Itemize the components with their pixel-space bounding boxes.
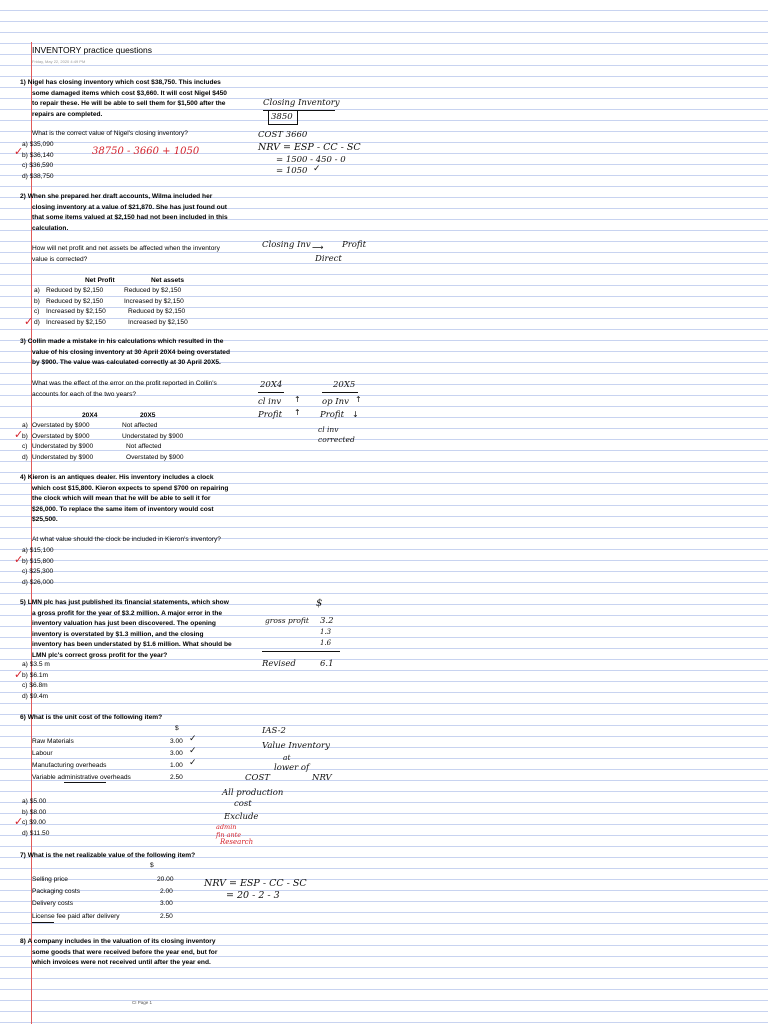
q5-stem-line: inventory valuation has just been discovered. The opening bbox=[32, 620, 216, 627]
q5-note-currency: $ bbox=[316, 598, 323, 609]
q1-note-nrv-formula: NRV = ESP - CC - SC bbox=[258, 142, 361, 153]
q4-option-c[interactable]: c) $25,300 bbox=[22, 568, 54, 575]
option-20x5: Understated by $900 bbox=[122, 432, 184, 440]
note-check-icon: ✓ bbox=[313, 164, 321, 174]
q6-option-c[interactable]: c) $9.00 bbox=[22, 819, 46, 826]
correct-answer-check-icon: ✓ bbox=[14, 668, 24, 681]
q2-stem-line: that some items valued at $2,150 had not been included in this bbox=[32, 214, 228, 221]
q7-item-label: Delivery costs bbox=[32, 900, 74, 907]
option-net-assets: Reduced by $2,150 bbox=[128, 308, 186, 315]
q5-note-value-3: 1.6 bbox=[320, 639, 332, 647]
note-underline bbox=[322, 392, 358, 393]
q2-note-profit: Profit bbox=[342, 240, 366, 250]
option-letter: a) bbox=[34, 287, 40, 294]
option-letter: b) bbox=[22, 432, 28, 440]
q6-item-value: 1.00 bbox=[170, 762, 183, 769]
q2-header-net-profit: Net Profit bbox=[85, 276, 115, 284]
q7-note-nrv-values: = 20 - 2 - 3 bbox=[226, 890, 280, 901]
q1-stem-line: repairs are completed. bbox=[32, 110, 103, 118]
q7-item-value: 2.00 bbox=[160, 888, 173, 895]
q7-item-label: Packaging costs bbox=[32, 888, 81, 895]
q6-note-exclude: Exclude bbox=[224, 812, 259, 822]
q7-note-nrv-formula: NRV = ESP - CC - SC bbox=[204, 878, 307, 889]
up-arrow-icon: ↑ bbox=[294, 408, 301, 417]
q6-item-label: Raw Materials bbox=[32, 738, 74, 745]
q3-note-year-20x4: 20X4 bbox=[260, 380, 283, 390]
option-20x5: Overstated by $900 bbox=[126, 453, 184, 461]
option-20x5: Not affected bbox=[126, 443, 162, 450]
option-net-profit: Reduced by $2,150 bbox=[46, 297, 104, 305]
q5-stem-line: 5) LMN plc has just published its financial statements, which show bbox=[20, 599, 229, 606]
q4-option-a[interactable]: a) $15,100 bbox=[22, 547, 54, 554]
q5-note-value-2: 1.3 bbox=[320, 628, 332, 636]
option-net-assets: Increased by $2,150 bbox=[124, 297, 184, 305]
up-arrow-icon: ↑ bbox=[355, 395, 362, 404]
page-title: INVENTORY practice questions bbox=[32, 45, 153, 55]
correct-answer-check-icon: ✓ bbox=[14, 553, 24, 566]
option-net-profit: Increased by $2,150 bbox=[46, 318, 106, 326]
option-20x4: Understated by $900 bbox=[32, 453, 94, 461]
q3-question-line: accounts for each of the two years? bbox=[32, 390, 137, 398]
q1-stem-line: 1) Nigel has closing inventory which cost $38,750. This includes bbox=[20, 79, 221, 86]
q6-note-admin: admin bbox=[216, 823, 237, 831]
correct-answer-check-icon: ✓ bbox=[14, 815, 24, 828]
q4-stem-line: $25,500. bbox=[32, 516, 58, 523]
q7-item-value: 2.50 bbox=[160, 913, 173, 920]
q6-note-ias: IAS-2 bbox=[262, 726, 286, 736]
q2-note-direct: Direct bbox=[315, 254, 342, 264]
page-timestamp: Friday, May 22, 2020 4:49 PM bbox=[32, 59, 86, 64]
option-letter: c) bbox=[34, 308, 40, 315]
q6-item-value: 3.00 bbox=[170, 750, 183, 757]
q3-note-profit-2: Profit bbox=[320, 410, 344, 420]
q6-stem: 6) What is the unit cost of the following item? bbox=[20, 714, 163, 721]
q2-stem-line: closing inventory at a value of $21,870. She has just found out bbox=[32, 203, 227, 211]
q4-stem-line: $26,000. To replace the same item of inventory would cost bbox=[32, 505, 214, 513]
q6-note-lower-of: lower of bbox=[274, 763, 310, 773]
option-20x4: Overstated by $900 bbox=[32, 432, 90, 440]
q6-option-d[interactable]: d) $11.50 bbox=[22, 829, 50, 837]
down-arrow-icon: ↓ bbox=[352, 410, 359, 419]
q4-option-d[interactable]: d) $26,000 bbox=[22, 578, 54, 586]
q2-stem-line: calculation. bbox=[32, 224, 69, 232]
q6-note-cost-2: cost bbox=[234, 799, 252, 809]
q6-note-nrv: NRV bbox=[312, 773, 332, 783]
q7-stem: 7) What is the net realizable value of the following item? bbox=[20, 852, 196, 859]
q1-note-calculation: 38750 - 3660 + 1050 bbox=[92, 146, 200, 157]
up-arrow-icon: ↑ bbox=[294, 395, 301, 404]
q8-stem-line: 8) A company includes in the valuation of its closing inventory bbox=[20, 938, 216, 945]
q1-note-heading: Closing Inventory bbox=[263, 98, 340, 108]
q3-note-year-20x5: 20X5 bbox=[333, 380, 356, 390]
correct-answer-check-icon: ✓ bbox=[14, 145, 24, 158]
option-20x4: Overstated by $900 bbox=[32, 422, 90, 429]
q5-note-revised: Revised bbox=[262, 659, 296, 669]
q5-option-d[interactable]: d) $9.4m bbox=[22, 692, 49, 700]
q6-currency-header: $ bbox=[175, 725, 179, 732]
q5-note-value-1: 3.2 bbox=[320, 616, 334, 626]
q1-note-cost: COST 3660 bbox=[258, 130, 308, 140]
q1-option-c[interactable]: c) $36,590 bbox=[22, 162, 54, 169]
q1-option-b[interactable]: b) $36,140 bbox=[22, 151, 54, 159]
q2-question-line: value is corrected? bbox=[32, 255, 88, 263]
q6-note-all-production: All production bbox=[222, 788, 284, 798]
q1-note-nrv-values: = 1500 - 450 - 0 bbox=[276, 155, 346, 165]
q4-stem-line: which cost $15,800. Kieron expects to spend $700 on repairing bbox=[32, 484, 229, 492]
q3-note-profit: Profit bbox=[258, 410, 282, 420]
q2-question-line: How will net profit and net assets be affected when the inventory bbox=[32, 245, 220, 252]
q7-currency-header: $ bbox=[150, 862, 154, 869]
q5-stem-line: inventory has been understated by $1.6 million. What should be bbox=[32, 641, 232, 648]
q5-stem-line: a gross profit for the year of $3.2 million. A major error in the bbox=[32, 609, 223, 617]
q4-option-b[interactable]: b) $15,800 bbox=[22, 557, 54, 565]
option-net-profit: Increased by $2,150 bbox=[46, 308, 106, 315]
option-letter: a) bbox=[22, 422, 28, 429]
option-net-assets: Reduced by $2,150 bbox=[124, 287, 182, 294]
q1-stem-line: some damaged items which cost $3,660. It will cost Nigel $450 bbox=[32, 89, 227, 97]
option-net-profit: Reduced by $2,150 bbox=[46, 287, 104, 294]
correct-answer-check-icon: ✓ bbox=[24, 315, 34, 328]
note-check-icon: ✓ bbox=[189, 734, 197, 744]
q3-stem-line: by $900. The value was calculated correctly at 30 April 20X5. bbox=[32, 359, 221, 366]
q3-note-cl-inv-2: cl inv bbox=[318, 425, 339, 434]
q8-stem-line: some goods that were received before the year end, but for bbox=[32, 948, 218, 956]
q6-note-finance: fin ante bbox=[216, 831, 242, 839]
q6-note-value-inventory: Value Inventory bbox=[262, 741, 330, 751]
q6-note-cost: COST bbox=[245, 773, 270, 783]
note-underline bbox=[258, 392, 284, 393]
q1-note-nrv-result: = 1050 bbox=[276, 166, 308, 176]
correct-answer-check-icon: ✓ bbox=[14, 428, 24, 441]
option-letter: d) bbox=[34, 318, 40, 326]
note-underline bbox=[32, 922, 54, 923]
q3-header-20x4: 20X4 bbox=[82, 411, 98, 419]
q3-note-corrected: corrected bbox=[318, 435, 355, 444]
option-20x5: Not affected bbox=[122, 422, 158, 429]
right-arrow-icon: ⟶ bbox=[312, 243, 324, 252]
q4-question: At what value should the clock be included in Kieron's inventory? bbox=[32, 536, 221, 543]
note-underline bbox=[64, 782, 106, 783]
note-check-icon: ✓ bbox=[189, 746, 197, 756]
option-letter: d) bbox=[22, 453, 28, 461]
q3-note-op-inv: op Inv bbox=[322, 397, 349, 407]
q6-note-research: Research bbox=[220, 838, 254, 846]
q6-note-at: at bbox=[283, 753, 291, 762]
q1-question: What is the correct value of Nigel's closing inventory? bbox=[32, 130, 188, 137]
q6-item-value: 3.00 bbox=[170, 738, 183, 745]
q2-note-closing-inv: Closing Inv bbox=[262, 240, 311, 250]
q5-stem-line: LMN plc's correct gross profit for the year? bbox=[32, 651, 168, 659]
q6-option-b[interactable]: b) $8.00 bbox=[22, 808, 47, 816]
q5-option-a[interactable]: a) $3.5 m bbox=[22, 661, 50, 668]
q3-header-20x5: 20X5 bbox=[140, 411, 156, 419]
q6-item-label: Variable administrative overheads bbox=[32, 774, 131, 781]
q5-note-revised-value: 6.1 bbox=[320, 659, 334, 669]
q6-item-label: Labour bbox=[32, 750, 53, 757]
q6-option-a[interactable]: a) $5.00 bbox=[22, 798, 47, 805]
q7-item-value: 20.00 bbox=[157, 876, 174, 883]
note-check-icon: ✓ bbox=[189, 758, 197, 768]
q3-note-cl-inv: cl inv bbox=[258, 397, 282, 407]
page-footer: CI Page 1 bbox=[132, 1000, 153, 1005]
q3-stem-line: value of his closing inventory at 30 April 20X4 being overstated bbox=[32, 348, 230, 356]
q7-item-value: 3.00 bbox=[160, 900, 173, 907]
q4-stem-line: the clock which will mean that he will be able to sell it for bbox=[32, 495, 211, 502]
q5-option-b[interactable]: b) $6.1m bbox=[22, 671, 49, 679]
q7-item-label: License fee paid after delivery bbox=[32, 913, 120, 920]
q3-question-line: What was the effect of the error on the profit reported in Collin's bbox=[32, 380, 217, 387]
q2-stem-line: 2) When she prepared her draft accounts, Wilma included her bbox=[20, 193, 213, 200]
q7-item-label: Selling price bbox=[32, 876, 68, 883]
q1-option-a[interactable]: a) $35,090 bbox=[22, 141, 54, 148]
q5-stem-line: inventory is overstated by $1.3 million, and the closing bbox=[32, 630, 204, 638]
q1-option-d[interactable]: d) $38,750 bbox=[22, 172, 54, 180]
option-letter: b) bbox=[34, 297, 40, 305]
q6-item-label: Manufacturing overheads bbox=[32, 762, 107, 769]
q4-stem-line: 4) Kieron is an antiques dealer. His inventory includes a clock bbox=[20, 474, 214, 481]
q5-note-gross-profit: gross profit bbox=[265, 616, 309, 625]
q2-header-net-assets: Net assets bbox=[151, 276, 184, 284]
option-letter: c) bbox=[22, 443, 28, 450]
q8-stem-line: which invoices were not received until after the year end. bbox=[32, 959, 211, 966]
option-net-assets: Increased by $2,150 bbox=[128, 318, 188, 326]
note-underline bbox=[262, 651, 340, 652]
q6-item-value: 2.50 bbox=[170, 774, 183, 781]
option-20x4: Understated by $900 bbox=[32, 443, 94, 450]
q5-option-c[interactable]: c) $6.8m bbox=[22, 682, 48, 689]
q1-stem-line: to repair these. He will be able to sell them for $1,500 after the bbox=[32, 100, 226, 107]
q3-stem-line: 3) Collin made a mistake in his calculations which resulted in the bbox=[20, 338, 224, 345]
q1-note-boxed-value: 3850 bbox=[271, 112, 293, 122]
